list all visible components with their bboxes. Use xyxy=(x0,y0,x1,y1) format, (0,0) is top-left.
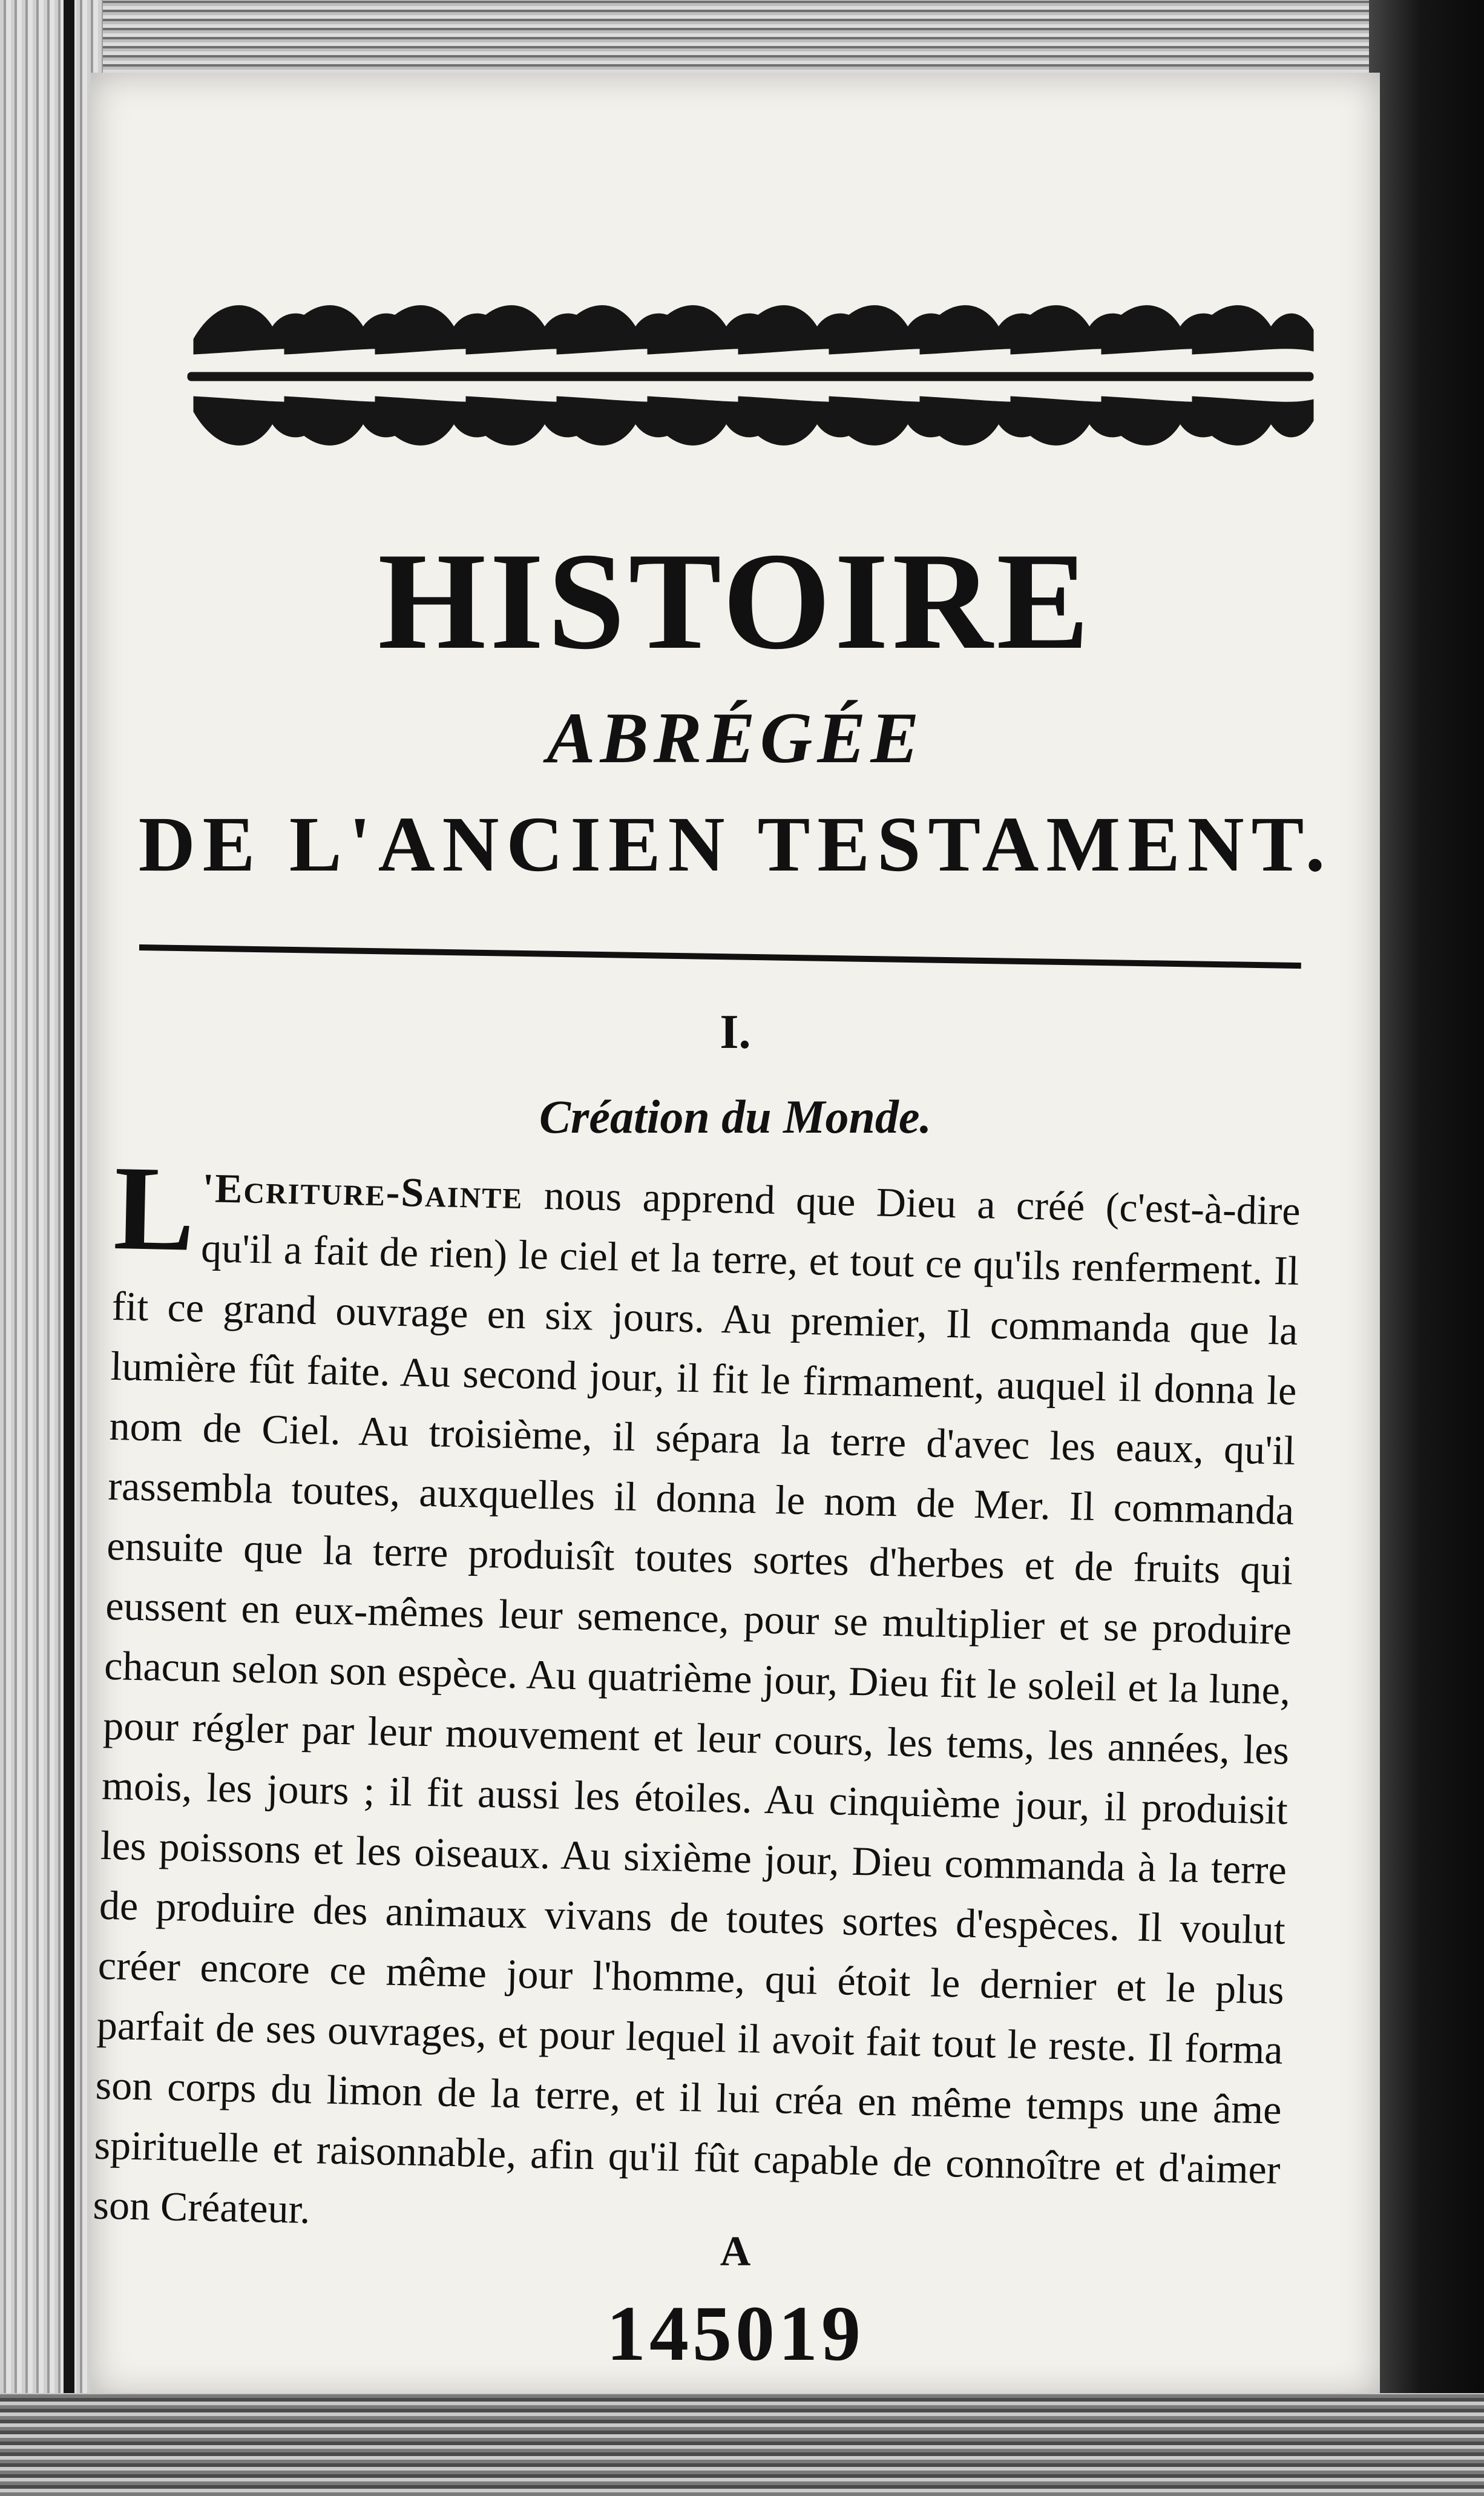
section-title: Création du Monde. xyxy=(539,1090,931,1143)
page-heading: DE L'ANCIEN TESTAMENT. xyxy=(138,801,1333,888)
scan-border-top xyxy=(0,0,1484,79)
body-text: nous apprend que Dieu a créé (c'est-à-dire qu'il a fait de rien) le ciel et la terre, et tout ce qu'ils renferment. Il fit ce grand ouvrage en six jours. Au premier, Il commanda que la lumière fût faite. Au second jour, il fit le firmament, auquel il donna le nom de Ciel. Au troisième, il sépara la terre d'avec les eaux, qu'il rassembla toutes, auxquelles il donna le nom de Mer. Il commanda ensuite que la terre produisît toutes sortes d'herbes et de fruits qui eussent en eux-mêmes leur semence, pour se multiplier et se produire chacun selon son espèce. Au quatrième jour, Dieu fit le soleil et la lune, pour régler par leur mouvement et leur cours, les tems, les années, les mois, les jours ; il fit aussi les étoiles. Au cinquième jour, il produisit les poissons et les oiseaux. Au sixième jour, Dieu commanda à la terre de produire des animaux vivans de toutes sortes d'espèces. Il voulut créer encore ce même jour l'homme, qui étoit le dernier et le plus parfait de ses ouvrages, et pour lequel il avoit fait tout le reste. Il forma son corps du limon de la terre, et il lui créa en même temps une âme spirituelle et raisonnable, afin qu'il fût capable de connoître et d'aimer son Créateur. xyxy=(92,1171,1301,2233)
scan-border-bottom xyxy=(0,2393,1484,2496)
decorative-ornament-band xyxy=(182,272,1319,502)
page-subtitle: ABRÉGÉE xyxy=(547,697,924,778)
signature-mark: A xyxy=(720,2228,751,2275)
catalog-number: 145019 xyxy=(606,2290,864,2377)
book-page xyxy=(91,73,1380,2397)
body-paragraph xyxy=(92,1141,1301,2260)
book-binding xyxy=(64,0,74,2496)
divider-rule xyxy=(139,944,1301,969)
section-number: I. xyxy=(720,1006,751,1059)
ornament-icon xyxy=(182,272,1319,502)
lead-smallcaps: 'Ecriture-Sainte xyxy=(202,1165,524,1218)
scan-border-left xyxy=(0,0,103,2496)
drop-cap: L xyxy=(112,1141,196,1277)
scan-border-right xyxy=(1369,0,1484,2496)
page-title: HISTOIRE xyxy=(378,524,1093,678)
